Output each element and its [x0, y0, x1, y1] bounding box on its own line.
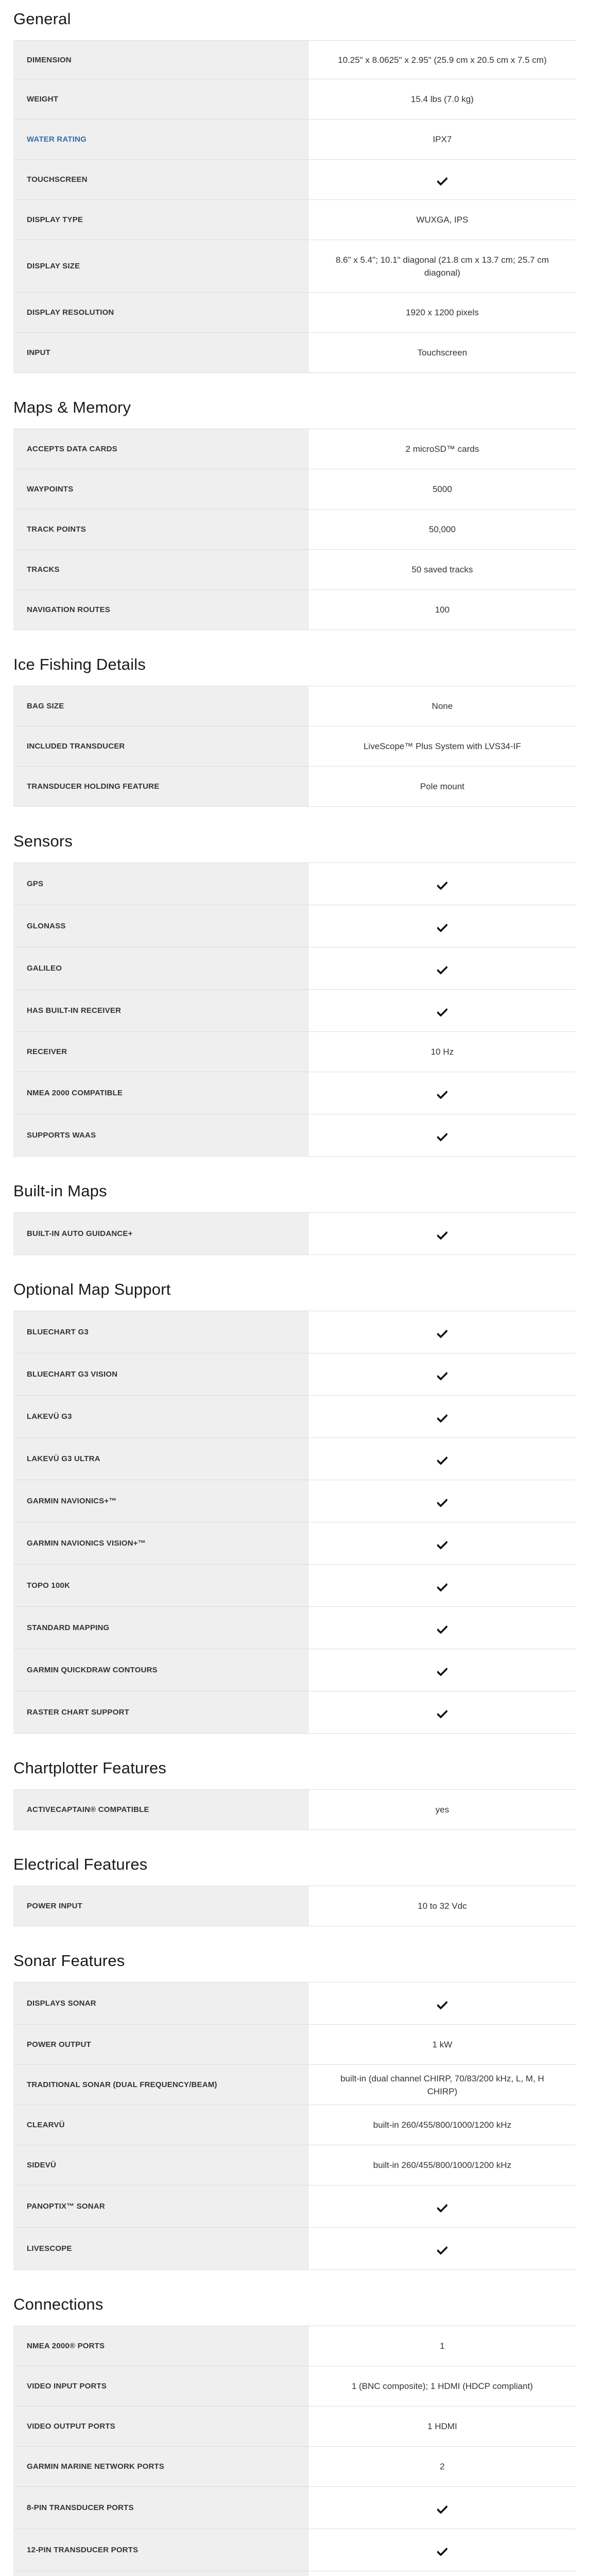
spec-row-displays-sonar: [13, 1982, 576, 2025]
spec-value: 50 saved tracks: [411, 565, 473, 574]
spec-label: GARMIN NAVIONICS+™: [13, 1480, 309, 1522]
spec-row-garmin-navionics: [13, 1480, 576, 1522]
spec-label: DISPLAY SIZE: [13, 240, 309, 293]
spec-row-video-input-ports: [13, 2366, 576, 2406]
spec-label: INCLUDED TRANSDUCER: [13, 726, 309, 767]
spec-row-raster-chart-support: [13, 1691, 576, 1734]
spec-label: GPS: [13, 863, 309, 905]
spec-value: IPX7: [432, 134, 452, 144]
spec-row-lakevu-g3: [13, 1396, 576, 1438]
spec-row-power-output: [13, 2025, 576, 2065]
spec-row-receiver: [13, 1032, 576, 1072]
spec-row-display-size: [13, 240, 576, 293]
spec-label: PANOPTIX™ SONAR: [13, 2185, 309, 2228]
spec-label: ACCEPTS DATA CARDS: [13, 429, 309, 469]
section-optional-map-support: [13, 1270, 576, 1734]
spec-label: VIDEO INPUT PORTS: [13, 2366, 309, 2406]
spec-value: [309, 1649, 576, 1691]
spec-label: POWER OUTPUT: [13, 2025, 309, 2065]
spec-row-garmin-navionics-vision: [13, 1522, 576, 1565]
spec-row-nmea-2000-compatible: [13, 1072, 576, 1114]
spec-label: NMEA 2000® PORTS: [13, 2326, 309, 2366]
spec-label[interactable]: WATER RATING: [13, 120, 309, 160]
spec-value: built-in (dual channel CHIRP, 70/83/200 kHz, L, M, H CHIRP): [340, 2073, 544, 2096]
spec-label: SUPPORTS WAAS: [13, 1114, 309, 1157]
spec-label: DISPLAY TYPE: [13, 200, 309, 240]
spec-row-display-resolution: [13, 293, 576, 333]
section-title: Electrical Features: [13, 1855, 148, 1873]
spec-value: [309, 2487, 576, 2529]
spec-label: ACTIVECAPTAIN® COMPATIBLE: [13, 1790, 309, 1830]
spec-value: [309, 1311, 576, 1353]
spec-table: [13, 1982, 576, 2270]
spec-value: built-in 260/455/800/1000/1200 kHz: [373, 2160, 512, 2170]
spec-row-12-pin-transducer-ports: [13, 2529, 576, 2571]
checkmark-icon: [437, 1132, 447, 1140]
checkmark-icon: [437, 1007, 447, 1015]
spec-value: 10 to 32 Vdc: [418, 1901, 467, 1911]
spec-row-display-type: [13, 200, 576, 240]
spec-row-activecaptain-compatible: [13, 1790, 576, 1830]
spec-table: [13, 1311, 576, 1734]
spec-row-waypoints: [13, 469, 576, 510]
spec-label: NMEA 2000 COMPATIBLE: [13, 1072, 309, 1114]
spec-label: TRADITIONAL SONAR (DUAL FREQUENCY/BEAM): [13, 2065, 309, 2105]
spec-table: [13, 686, 576, 807]
spec-row-clearvu: [13, 2105, 576, 2145]
spec-row-sidevu: [13, 2145, 576, 2185]
spec-value: [309, 905, 576, 947]
spec-label: GARMIN MARINE NETWORK PORTS: [13, 2447, 309, 2487]
spec-label: DISPLAYS SONAR: [13, 1982, 309, 2025]
spec-value: 1 kW: [432, 2040, 453, 2049]
spec-row-built-in-auto-guidance: [13, 1213, 576, 1255]
checkmark-icon: [437, 1624, 447, 1633]
spec-row-supports-waas: [13, 1114, 576, 1157]
checkmark-icon: [437, 176, 447, 184]
checkmark-icon: [437, 1090, 447, 1098]
spec-label: STANDARD MAPPING: [13, 1607, 309, 1649]
spec-row-transducer-holding-feature: [13, 767, 576, 807]
spec-row-topo-100k: [13, 1565, 576, 1607]
checkmark-icon: [437, 2245, 447, 2253]
spec-row-traditional-sonar-dual-frequency-beam: [13, 2065, 576, 2105]
spec-value: [309, 1982, 576, 2025]
spec-value: None: [431, 701, 453, 711]
spec-label: 12-PIN TRANSDUCER PORTS: [13, 2529, 309, 2571]
spec-row-gps: [13, 863, 576, 905]
spec-label: TRACKS: [13, 550, 309, 590]
section-title: Optional Map Support: [13, 1280, 171, 1298]
spec-row-garmin-marine-network-ports: [13, 2447, 576, 2487]
spec-row-bluechart-g3: [13, 1311, 576, 1353]
spec-table: [13, 40, 576, 373]
section-maps-memory: [13, 388, 576, 630]
spec-row-panoptix-sonar: [13, 2185, 576, 2228]
spec-value: [309, 1438, 576, 1480]
spec-row-bag-size: [13, 686, 576, 726]
spec-value: 2 microSD™ cards: [405, 444, 479, 454]
checkmark-icon: [437, 2547, 447, 2555]
spec-value: 1 (BNC composite); 1 HDMI (HDCP compliant): [351, 2381, 533, 2391]
checkmark-icon: [437, 1371, 447, 1379]
spec-table: [13, 1789, 576, 1830]
spec-row-bluetooth-pairing: [13, 2571, 576, 2576]
section-ice-fishing-details: [13, 646, 576, 807]
section-title: Ice Fishing Details: [13, 655, 146, 673]
section-title: Sonar Features: [13, 1952, 125, 1970]
spec-row-garmin-quickdraw-contours: [13, 1649, 576, 1691]
spec-value: [309, 1607, 576, 1649]
spec-value: [309, 947, 576, 990]
section-sensors: [13, 822, 576, 1157]
spec-value: [309, 990, 576, 1032]
spec-value: [309, 863, 576, 905]
spec-value: [309, 1480, 576, 1522]
spec-label: GARMIN NAVIONICS VISION+™: [13, 1522, 309, 1565]
section-connections: [13, 2285, 576, 2576]
checkmark-icon: [437, 923, 447, 931]
section-title: Built-in Maps: [13, 1182, 107, 1200]
spec-table: [13, 1212, 576, 1255]
checkmark-icon: [437, 965, 447, 973]
spec-table: [13, 429, 576, 630]
checkmark-icon: [437, 1329, 447, 1337]
spec-label: GALILEO: [13, 947, 309, 990]
spec-row-lakevu-g3-ultra: [13, 1438, 576, 1480]
spec-value: [309, 2571, 576, 2576]
section-built-in-maps: [13, 1172, 576, 1255]
spec-label: TRANSDUCER HOLDING FEATURE: [13, 767, 309, 807]
spec-row-nmea-2000-ports: [13, 2326, 576, 2366]
spec-label: CLEARVÜ: [13, 2105, 309, 2145]
spec-label: SIDEVÜ: [13, 2145, 309, 2185]
spec-value: [309, 2228, 576, 2270]
spec-value: Pole mount: [420, 782, 464, 791]
spec-label: BUILT-IN AUTO GUIDANCE+: [13, 1213, 309, 1255]
spec-label: GARMIN QUICKDRAW CONTOURS: [13, 1649, 309, 1691]
spec-value: 1920 x 1200 pixels: [406, 308, 479, 317]
spec-label: DIMENSION: [13, 41, 309, 79]
spec-label: VIDEO OUTPUT PORTS: [13, 2406, 309, 2447]
spec-row-track-points: [13, 510, 576, 550]
spec-row-water-rating: [13, 120, 576, 160]
spec-value: [309, 2529, 576, 2571]
section-general: [13, 0, 576, 373]
spec-value: [309, 2185, 576, 2228]
spec-value: [309, 1565, 576, 1607]
checkmark-icon: [437, 1455, 447, 1464]
spec-value: LiveScope™ Plus System with LVS34-IF: [363, 741, 521, 751]
spec-value: built-in 260/455/800/1000/1200 kHz: [373, 2120, 512, 2130]
spec-value: 50,000: [429, 524, 456, 534]
spec-value: 100: [435, 605, 450, 615]
spec-value: [309, 1353, 576, 1396]
spec-row-dimension: [13, 41, 576, 79]
spec-value: WUXGA, IPS: [416, 215, 469, 225]
spec-value: 2: [440, 2462, 445, 2471]
spec-label: RECEIVER: [13, 1032, 309, 1072]
spec-row-8-pin-transducer-ports: [13, 2487, 576, 2529]
spec-value: [309, 1213, 576, 1255]
section-chartplotter-features: [13, 1749, 576, 1830]
spec-table: [13, 1886, 576, 1926]
spec-value: yes: [435, 1805, 449, 1815]
checkmark-icon: [437, 1582, 447, 1590]
spec-row-included-transducer: [13, 726, 576, 767]
spec-label: TOUCHSCREEN: [13, 160, 309, 200]
spec-row-bluechart-g3-vision: [13, 1353, 576, 1396]
spec-value: 10 Hz: [430, 1047, 454, 1057]
checkmark-icon: [437, 2203, 447, 2211]
spec-label: RASTER CHART SUPPORT: [13, 1691, 309, 1734]
spec-value: Touchscreen: [417, 348, 467, 358]
spec-value: [309, 1691, 576, 1734]
spec-row-navigation-routes: [13, 590, 576, 630]
spec-value: [309, 1396, 576, 1438]
spec-row-galileo: [13, 947, 576, 990]
spec-label: TRACK POINTS: [13, 510, 309, 550]
spec-label: HAS BUILT-IN RECEIVER: [13, 990, 309, 1032]
spec-label: BLUECHART G3: [13, 1311, 309, 1353]
checkmark-icon: [437, 1709, 447, 1717]
checkmark-icon: [437, 1540, 447, 1548]
checkmark-icon: [437, 2504, 447, 2513]
section-title: Connections: [13, 2295, 103, 2313]
spec-label: BAG SIZE: [13, 686, 309, 726]
spec-label: TOPO 100K: [13, 1565, 309, 1607]
spec-row-glonass: [13, 905, 576, 947]
spec-label: BLUECHART G3 VISION: [13, 1353, 309, 1396]
spec-row-power-input: [13, 1886, 576, 1926]
spec-value: 1 HDMI: [427, 2421, 457, 2431]
spec-label: GLONASS: [13, 905, 309, 947]
checkmark-icon: [437, 1667, 447, 1675]
spec-label: LAKEVÜ G3: [13, 1396, 309, 1438]
checkmark-icon: [437, 2000, 447, 2008]
spec-value: 10.25" x 8.0625" x 2.95" (25.9 cm x 20.5 cm x 7.5 cm): [338, 55, 547, 65]
spec-row-standard-mapping: [13, 1607, 576, 1649]
spec-row-livescope: [13, 2228, 576, 2270]
checkmark-icon: [437, 880, 447, 889]
spec-label: POWER INPUT: [13, 1886, 309, 1926]
spec-label: DISPLAY RESOLUTION: [13, 293, 309, 333]
spec-row-has-built-in-receiver: [13, 990, 576, 1032]
spec-table: [13, 862, 576, 1157]
spec-row-video-output-ports: [13, 2406, 576, 2447]
section-sonar-features: [13, 1942, 576, 2270]
spec-label: [13, 2571, 309, 2576]
spec-value: 1: [440, 2341, 445, 2351]
spec-value: [309, 1072, 576, 1114]
spec-label: LAKEVÜ G3 ULTRA: [13, 1438, 309, 1480]
section-title: Sensors: [13, 832, 73, 850]
checkmark-icon: [437, 1413, 447, 1421]
checkmark-icon: [437, 1498, 447, 1506]
spec-value: 8.6" x 5.4"; 10.1" diagonal (21.8 cm x 13.7 cm; 25.7 cm diagonal): [335, 255, 549, 278]
spec-label: 8-PIN TRANSDUCER PORTS: [13, 2487, 309, 2529]
spec-value: [309, 160, 576, 200]
spec-label: WEIGHT: [13, 79, 309, 120]
spec-row-tracks: [13, 550, 576, 590]
spec-label: LIVESCOPE: [13, 2228, 309, 2270]
checkmark-icon: [437, 1230, 447, 1239]
spec-value: [309, 1522, 576, 1565]
spec-value: 5000: [432, 484, 452, 494]
spec-row-touchscreen: [13, 160, 576, 200]
spec-value: [309, 1114, 576, 1157]
spec-label: WAYPOINTS: [13, 469, 309, 510]
spec-label: INPUT: [13, 333, 309, 373]
spec-row-input: [13, 333, 576, 373]
spec-row-accepts-data-cards: [13, 429, 576, 469]
section-title: Maps & Memory: [13, 398, 131, 416]
spec-table: [13, 2326, 576, 2576]
spec-row-weight: [13, 79, 576, 120]
spec-value: 15.4 lbs (7.0 kg): [411, 94, 474, 104]
section-title: General: [13, 10, 71, 28]
section-title: Chartplotter Features: [13, 1759, 167, 1777]
section-electrical-features: [13, 1845, 576, 1926]
spec-label: NAVIGATION ROUTES: [13, 590, 309, 630]
